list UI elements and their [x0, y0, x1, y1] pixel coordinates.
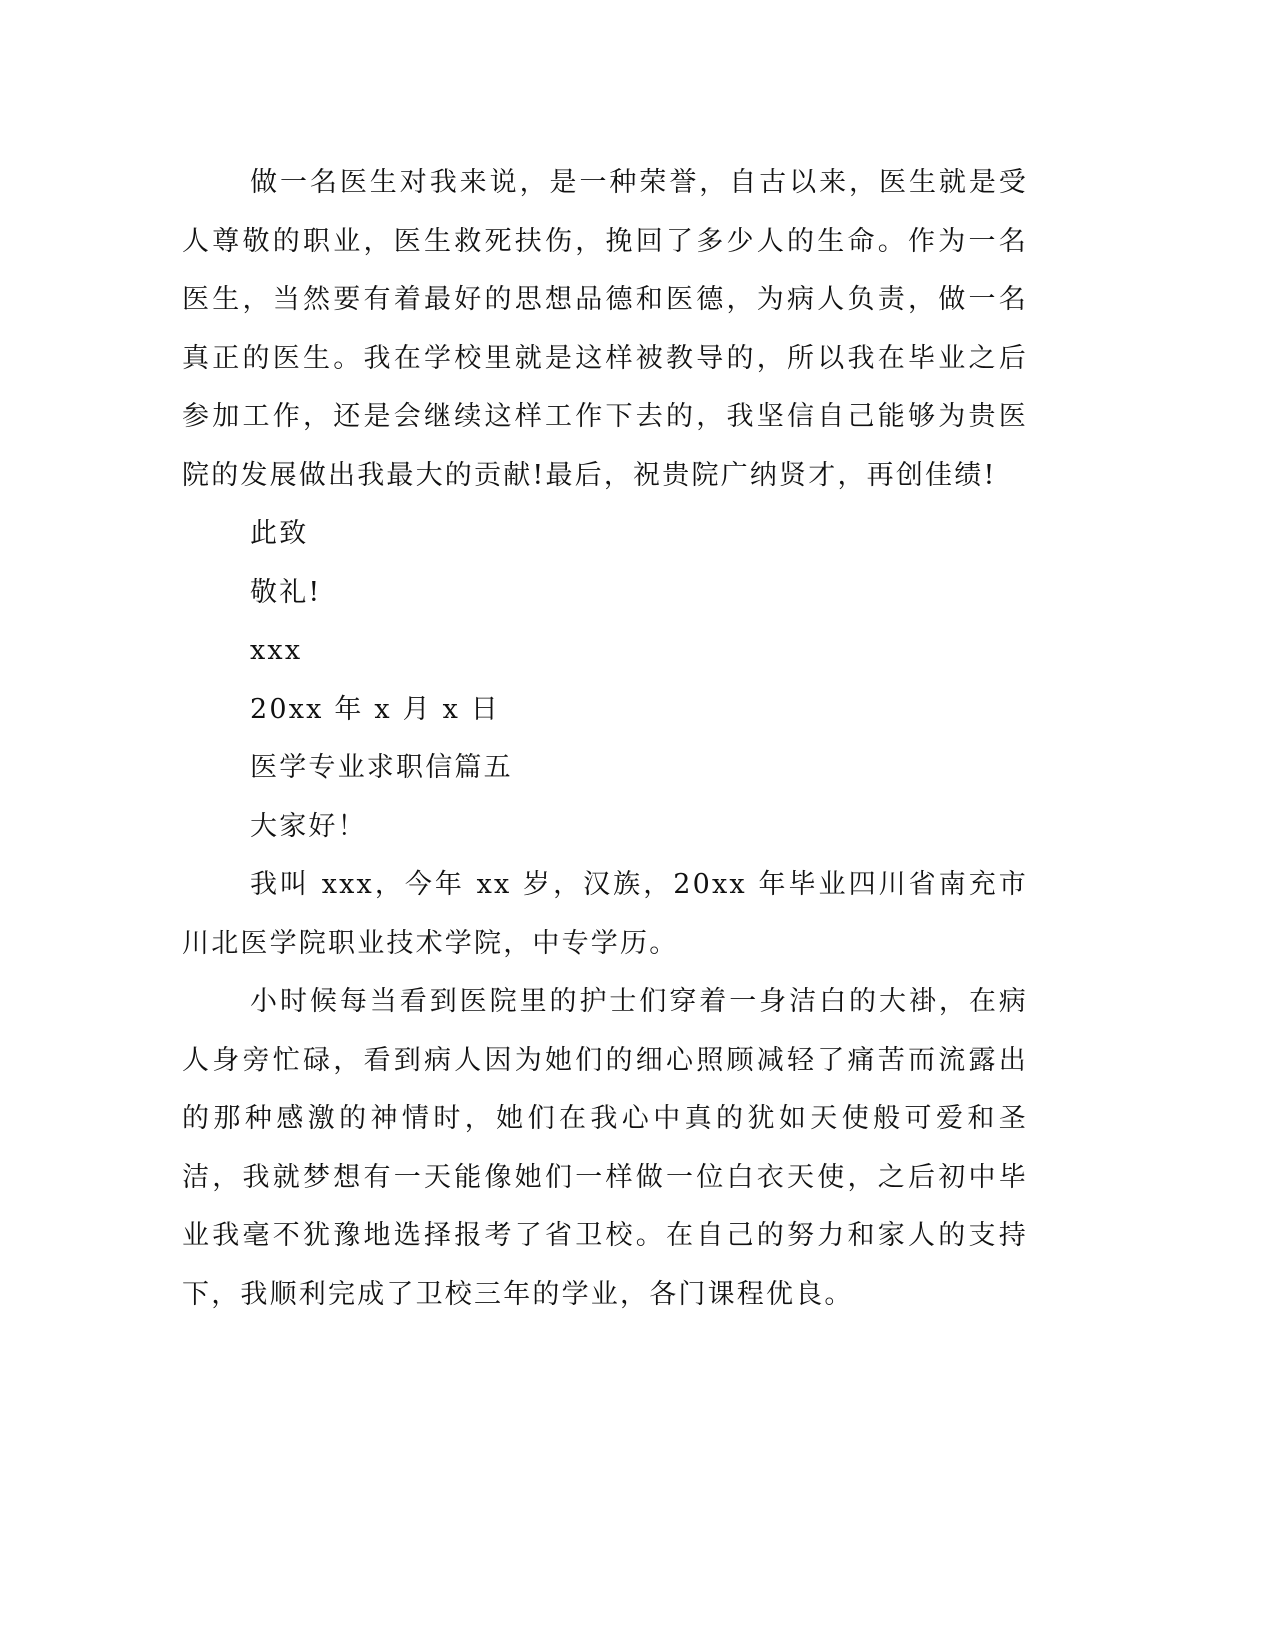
closing-respect: 敬礼! — [250, 576, 322, 608]
paragraph-childhood-dream: 小时候每当看到医院里的护士们穿着一身洁白的大褂，在病人身旁忙碌，看到病人因为她们的细心照顾减轻了痛苦而流露出的那种感激的神情时，她们在我心中真的犹如天使般可爱和圣洁，我就梦想有一天能像她们一样做一位白衣天使，之后初中毕业我毫不犹豫地选择报考了省卫校。在自己的努力和家人的支持下，我顺利完成了卫校三年的学业，各门课程优良。 — [182, 986, 1028, 1310]
section-title: 医学专业求职信篇五 — [250, 752, 513, 783]
closing-salutation: 此致 — [250, 518, 309, 549]
greeting: 大家好！ — [250, 810, 367, 842]
paragraph-introduction: 我叫 xxx，今年 xx 岁，汉族，20xx 年毕业四川省南充市川北医学院职业技术学院，中专学历。 — [182, 869, 1028, 959]
signature-name: xxx — [250, 635, 303, 666]
paragraph-doctor-honor: 做一名医生对我来说，是一种荣誉，自古以来，医生就是受人尊敬的职业，医生救死扶伤，挽回了多少人的生命。作为一名医生，当然要有着最好的思想品德和医德，为病人负责，做一名真正的医生。我在学校里就是这样被教导的，所以我在毕业之后参加工作，还是会继续这样工作下去的，我坚信自己能够为贵医院的发展做出我最大的贡献!最后，祝贵院广纳贤才，再创佳绩! — [182, 167, 1028, 491]
signature-date: 20xx 年 x 月 x 日 — [250, 693, 500, 725]
document-body — [182, 154, 1028, 1324]
